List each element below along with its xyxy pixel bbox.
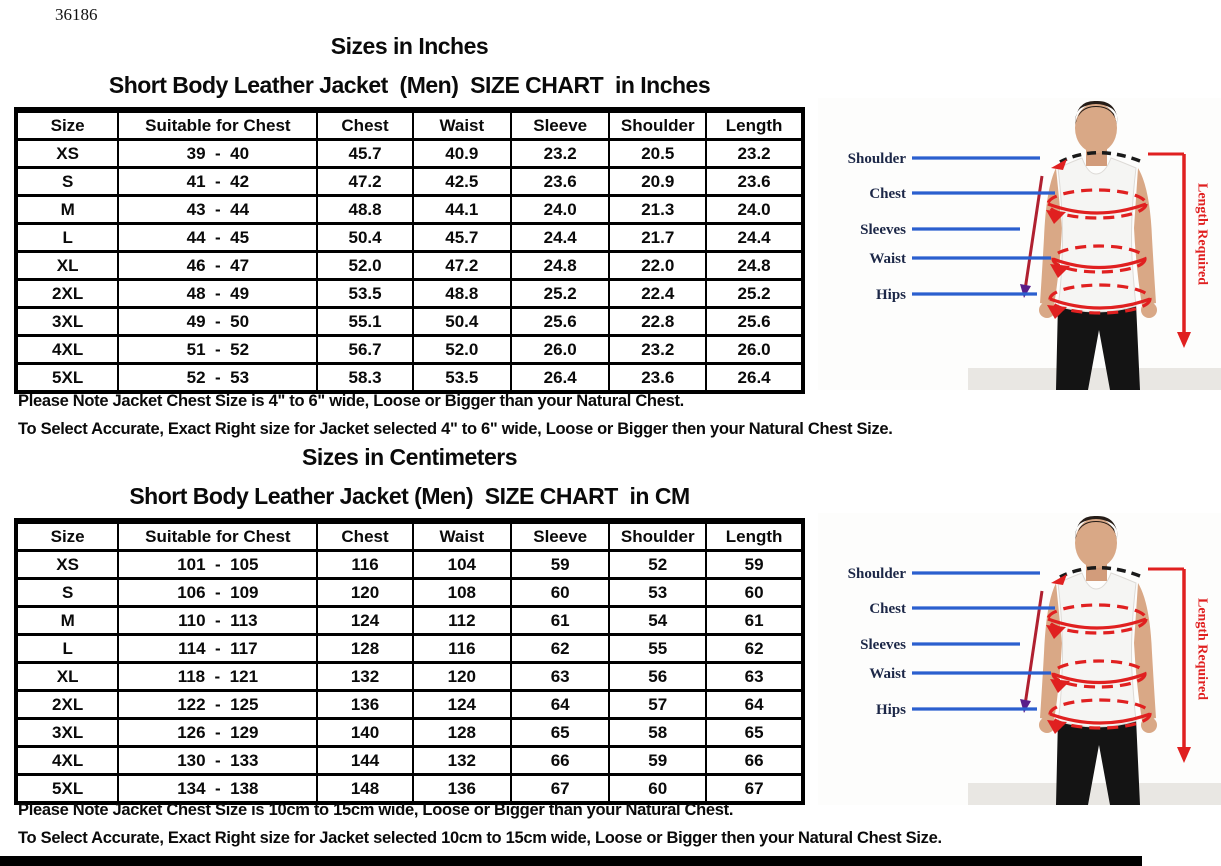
table-cell: 58.3 <box>317 364 412 393</box>
table-cell: 39 - 40 <box>118 140 317 168</box>
table-cell: 47.2 <box>317 168 412 196</box>
table-cell: 52 - 53 <box>118 364 317 393</box>
table-cell: 52 <box>609 551 706 579</box>
table-row <box>16 747 803 775</box>
table-cell: M <box>16 196 118 224</box>
table-cell: 2XL <box>16 691 118 719</box>
table-cell: 23.2 <box>511 140 609 168</box>
table-cell: 64 <box>706 691 803 719</box>
table-cell: 22.0 <box>609 252 706 280</box>
column-header: Waist <box>413 521 511 551</box>
table-cell: 43 - 44 <box>118 196 317 224</box>
table-cell: 62 <box>706 635 803 663</box>
table-cell: 26.0 <box>511 336 609 364</box>
table-cell: 21.3 <box>609 196 706 224</box>
table-cell: XL <box>16 663 118 691</box>
table-cell: 122 - 125 <box>118 691 317 719</box>
table-row <box>16 551 803 579</box>
table-cell: 61 <box>511 607 609 635</box>
table-cell: 52.0 <box>413 336 511 364</box>
table-cell: 65 <box>511 719 609 747</box>
table-cell: 45.7 <box>413 224 511 252</box>
column-header: Length <box>706 521 803 551</box>
table-row <box>16 719 803 747</box>
table-cell: 48.8 <box>317 196 412 224</box>
table-cell: 132 <box>317 663 412 691</box>
table-row <box>16 663 803 691</box>
table-cell: S <box>16 579 118 607</box>
inches-title: Short Body Leather Jacket (Men) SIZE CHART in Inches <box>108 72 711 98</box>
table-cell: 22.4 <box>609 280 706 308</box>
table-cell: 23.6 <box>706 168 803 196</box>
table-cell: 128 <box>317 635 412 663</box>
table-cell: 114 - 117 <box>118 635 317 663</box>
cm-size-table <box>14 518 805 805</box>
document-number: 36186 <box>55 5 98 24</box>
table-cell: 118 - 121 <box>118 663 317 691</box>
table-cell: 53.5 <box>317 280 412 308</box>
measure-label: Hips <box>875 702 906 718</box>
table-cell: 46 - 47 <box>118 252 317 280</box>
table-cell: XS <box>16 551 118 579</box>
table-cell: 47.2 <box>413 252 511 280</box>
table-cell: 41 - 42 <box>118 168 317 196</box>
table-cell: 66 <box>706 747 803 775</box>
table-row <box>16 691 803 719</box>
measure-label: Hips <box>875 287 906 303</box>
table-cell: 24.4 <box>706 224 803 252</box>
table-cell: 5XL <box>16 775 118 804</box>
column-header: Sleeve <box>511 110 609 140</box>
table-cell: 60 <box>706 579 803 607</box>
table-cell: L <box>16 224 118 252</box>
measure-label: Chest <box>869 186 906 202</box>
cm-title: Short Body Leather Jacket (Men) SIZE CHART in CM <box>129 483 690 509</box>
measure-label: Waist <box>869 666 906 682</box>
table-cell: 52.0 <box>317 252 412 280</box>
inches-note-1: Please Note Jacket Chest Size is 4" to 6" wide, Loose or Bigger than your Natural Chest. <box>18 392 684 410</box>
table-cell: 45.7 <box>317 140 412 168</box>
measure-label: Waist <box>869 251 906 267</box>
table-cell: 56 <box>609 663 706 691</box>
inches-size-table <box>14 107 805 394</box>
table-cell: 124 <box>413 691 511 719</box>
table-row <box>16 308 803 336</box>
table-cell: 26.4 <box>511 364 609 393</box>
table-cell: 21.7 <box>609 224 706 252</box>
table-cell: 25.6 <box>511 308 609 336</box>
table-cell: 2XL <box>16 280 118 308</box>
table-cell: 128 <box>413 719 511 747</box>
table-cell: 63 <box>706 663 803 691</box>
table-cell: 40.9 <box>413 140 511 168</box>
table-cell: 101 - 105 <box>118 551 317 579</box>
table-header-row <box>16 110 803 140</box>
table-cell: 24.0 <box>706 196 803 224</box>
table-row <box>16 140 803 168</box>
column-header: Shoulder <box>609 521 706 551</box>
table-cell: 23.6 <box>511 168 609 196</box>
table-cell: 23.2 <box>609 336 706 364</box>
table-cell: 55 <box>609 635 706 663</box>
table-cell: 24.0 <box>511 196 609 224</box>
measure-label: Sleeves <box>860 222 906 238</box>
table-cell: 25.2 <box>706 280 803 308</box>
table-cell: 136 <box>317 691 412 719</box>
table-cell: 24.8 <box>706 252 803 280</box>
measurement-guide-figure-inches <box>818 98 1221 390</box>
table-row <box>16 607 803 635</box>
table-cell: 22.8 <box>609 308 706 336</box>
table-cell: 65 <box>706 719 803 747</box>
cm-note-1: Please Note Jacket Chest Size is 10cm to 15cm wide, Loose or Bigger than your Natural Chest. <box>18 801 734 819</box>
table-cell: 4XL <box>16 336 118 364</box>
table-row <box>16 224 803 252</box>
table-cell: 51 - 52 <box>118 336 317 364</box>
table-cell: 58 <box>609 719 706 747</box>
table-cell: 116 <box>413 635 511 663</box>
table-row <box>16 280 803 308</box>
table-cell: 61 <box>706 607 803 635</box>
table-header-row <box>16 521 803 551</box>
table-row <box>16 252 803 280</box>
table-cell: 4XL <box>16 747 118 775</box>
table-cell: 44 - 45 <box>118 224 317 252</box>
table-cell: XL <box>16 252 118 280</box>
column-header: Suitable for Chest <box>118 110 317 140</box>
table-cell: 26.0 <box>706 336 803 364</box>
table-cell: 140 <box>317 719 412 747</box>
table-cell: 60 <box>609 775 706 804</box>
table-cell: 23.6 <box>609 364 706 393</box>
table-cell: 25.6 <box>706 308 803 336</box>
measure-label: Shoulder <box>847 566 906 582</box>
measure-label: Chest <box>869 601 906 617</box>
measurement-guide-illustration <box>818 513 1221 805</box>
table-cell: 54 <box>609 607 706 635</box>
table-cell: 48 - 49 <box>118 280 317 308</box>
table-cell: 42.5 <box>413 168 511 196</box>
table-cell: 55.1 <box>317 308 412 336</box>
table-cell: XS <box>16 140 118 168</box>
face <box>1075 518 1117 568</box>
table-cell: 148 <box>317 775 412 804</box>
table-cell: 59 <box>511 551 609 579</box>
table-cell: 3XL <box>16 719 118 747</box>
table-cell: 63 <box>511 663 609 691</box>
table-cell: 110 - 113 <box>118 607 317 635</box>
table-cell: 106 - 109 <box>118 579 317 607</box>
table-cell: 130 - 133 <box>118 747 317 775</box>
inches-heading: Sizes in Inches <box>330 33 489 59</box>
table-cell: 136 <box>413 775 511 804</box>
column-header: Suitable for Chest <box>118 521 317 551</box>
column-header: Size <box>16 110 118 140</box>
table-cell: M <box>16 607 118 635</box>
cm-heading: Sizes in Centimeters <box>302 444 517 470</box>
table-cell: 59 <box>706 551 803 579</box>
table-cell: 67 <box>511 775 609 804</box>
table-cell: 132 <box>413 747 511 775</box>
table-cell: 60 <box>511 579 609 607</box>
table-cell: 48.8 <box>413 280 511 308</box>
table-cell: 56.7 <box>317 336 412 364</box>
table-cell: 62 <box>511 635 609 663</box>
face <box>1075 103 1117 153</box>
table-cell: 20.9 <box>609 168 706 196</box>
measure-label: Sleeves <box>860 637 906 653</box>
table-cell: 66 <box>511 747 609 775</box>
table-cell: 57 <box>609 691 706 719</box>
table-cell: 53.5 <box>413 364 511 393</box>
table-cell: 108 <box>413 579 511 607</box>
measurement-guide-illustration <box>818 98 1221 390</box>
table-cell: 112 <box>413 607 511 635</box>
column-header: Length <box>706 110 803 140</box>
table-cell: 24.4 <box>511 224 609 252</box>
column-header: Chest <box>317 521 412 551</box>
table-cell: 26.4 <box>706 364 803 393</box>
table-row <box>16 775 803 804</box>
column-header: Sleeve <box>511 521 609 551</box>
table-cell: S <box>16 168 118 196</box>
column-header: Shoulder <box>609 110 706 140</box>
table-cell: 5XL <box>16 364 118 393</box>
cm-note-2: To Select Accurate, Exact Right size for Jacket selected 10cm to 15cm wide, Loose or Bigger then your Natural Chest Size. <box>18 829 942 847</box>
table-cell: 120 <box>413 663 511 691</box>
column-header: Size <box>16 521 118 551</box>
table-cell: 50.4 <box>413 308 511 336</box>
table-cell: 144 <box>317 747 412 775</box>
table-row <box>16 336 803 364</box>
table-cell: 25.2 <box>511 280 609 308</box>
table-row <box>16 364 803 393</box>
table-cell: 49 - 50 <box>118 308 317 336</box>
table-cell: 50.4 <box>317 224 412 252</box>
measure-label: Shoulder <box>847 151 906 167</box>
table-cell: 44.1 <box>413 196 511 224</box>
table-cell: L <box>16 635 118 663</box>
table-row <box>16 168 803 196</box>
table-cell: 120 <box>317 579 412 607</box>
inches-note-2: To Select Accurate, Exact Right size for Jacket selected 4" to 6" wide, Loose or Bigger then your Natural Chest Size. <box>18 420 893 438</box>
table-cell: 104 <box>413 551 511 579</box>
table-row <box>16 635 803 663</box>
table-row <box>16 579 803 607</box>
table-cell: 64 <box>511 691 609 719</box>
table-cell: 134 - 138 <box>118 775 317 804</box>
table-cell: 20.5 <box>609 140 706 168</box>
table-cell: 116 <box>317 551 412 579</box>
table-cell: 53 <box>609 579 706 607</box>
table-cell: 124 <box>317 607 412 635</box>
table-row <box>16 196 803 224</box>
table-cell: 23.2 <box>706 140 803 168</box>
table-cell: 126 - 129 <box>118 719 317 747</box>
table-cell: 67 <box>706 775 803 804</box>
table-cell: 3XL <box>16 308 118 336</box>
measurement-guide-figure-cm <box>818 513 1221 805</box>
length-required-label: Length Required <box>1194 183 1210 286</box>
table-cell: 24.8 <box>511 252 609 280</box>
length-required-label: Length Required <box>1194 598 1210 701</box>
bottom-divider-bar <box>0 856 1142 866</box>
column-header: Chest <box>317 110 412 140</box>
table-cell: 59 <box>609 747 706 775</box>
column-header: Waist <box>413 110 511 140</box>
